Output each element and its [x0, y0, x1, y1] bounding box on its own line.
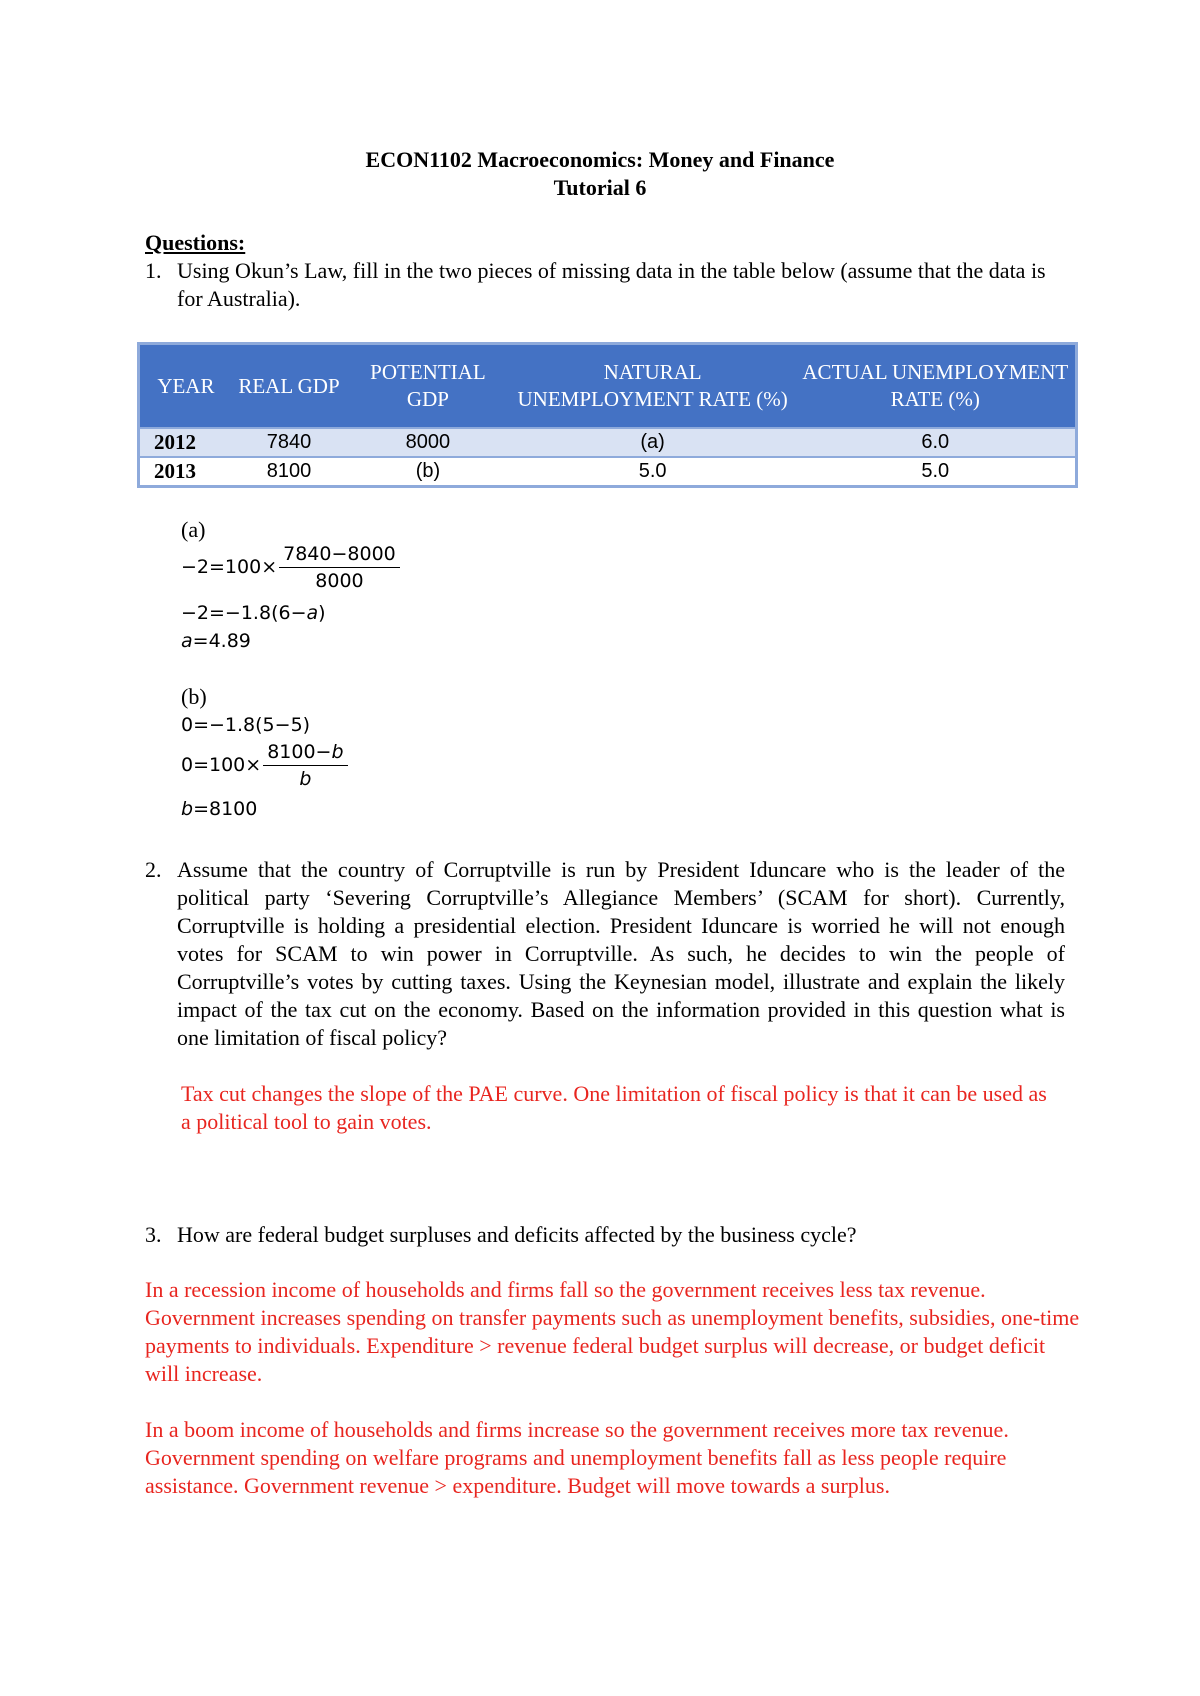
table-cell: (b) [346, 457, 510, 487]
fraction-numerator [263, 739, 347, 766]
table-header-cell: REAL GDP [232, 344, 346, 429]
question-3-number: 3. [145, 1222, 162, 1247]
question-1-text: Using Okun’s Law, fill in the two pieces of missing data in the table below (assume that the data is for Australia). [177, 258, 1046, 311]
question-1-number: 1. [145, 258, 162, 283]
table-cell: 8100 [232, 457, 346, 487]
question-2-number: 2. [145, 857, 162, 882]
equation-lhs: 0=100× [181, 754, 262, 776]
question-3-text: How are federal budget surpluses and deficits affected by the business cycle? [177, 1222, 857, 1247]
numerator-text: 8100− [267, 741, 332, 763]
table-cell: (a) [510, 428, 796, 457]
table-cell: 5.0 [510, 457, 796, 487]
equation-variable: b [181, 798, 194, 820]
equation-lhs: −2=100× [181, 556, 278, 578]
questions-heading: Questions: [145, 230, 246, 255]
question-3 [145, 1221, 1065, 1249]
table-header-cell: ACTUAL UNEMPLOYMENT RATE (%) [796, 344, 1077, 429]
equation-variable: a [181, 630, 193, 652]
question-3-answer-recession: In a recession income of households and firms fall so the government receives less tax revenue. Government increases spending on transfer payments such as unemployment benefits, subsidies, one-time payments to individuals. Expenditure > revenue federal budget surplus will decrease, or budget deficit will increase. [145, 1277, 1080, 1386]
table-cell: 7840 [232, 428, 346, 457]
question-2-text: Assume that the country of Corruptville is run by President Iduncare who is the leader of the political party ‘Severing Corruptville’s Allegiance Members’ (SCAM for short). Currently, Corruptville is holding a presidential election. President Iduncare is worried he will not enough votes for SCAM to win power in Corruptville. As such, he decides to win the people of Corruptville’s votes by cutting taxes. Using the Keynesian model, illustrate and explain the likely impact of the tax cut on the economy. Based on the information provided in this question what is one limitation of fiscal policy? [177, 857, 1065, 1050]
equation-variable: b [331, 741, 344, 763]
fraction-numerator: 7840−8000 [279, 541, 400, 568]
table-row [139, 428, 1077, 457]
equation-text: =8100 [193, 798, 258, 820]
question-2-answer: Tax cut changes the slope of the PAE curve. One limitation of fiscal policy is that it can be used as a political tool to gain votes. [181, 1081, 1047, 1134]
answer-b-equation-1: 0=−1.8(5−5) [181, 714, 311, 736]
table-header-cell: NATURAL UNEMPLOYMENT RATE (%) [510, 344, 796, 429]
table-header-row [139, 344, 1077, 429]
equation-text: =4.89 [192, 630, 251, 652]
table-header-cell: YEAR [139, 344, 232, 429]
equation-text: −2=−1.8(6− [181, 602, 307, 624]
equation-variable: a [306, 602, 319, 624]
answer-a-equation-1 [181, 541, 402, 594]
okun-data-table [137, 342, 1078, 488]
table-cell: 5.0 [796, 457, 1077, 487]
fraction-denominator: 8000 [315, 570, 364, 592]
table-cell: 2012 [139, 428, 232, 457]
table-header-cell: POTENTIAL GDP [346, 344, 510, 429]
answer-b-result [181, 795, 257, 823]
fraction [279, 541, 400, 594]
fraction [263, 739, 347, 792]
question-1 [145, 257, 1065, 313]
answer-b-label: (b) [181, 684, 207, 709]
equation-text: ) [318, 602, 326, 624]
document-subtitle: Tutorial 6 [553, 175, 647, 200]
answer-b-equation-2 [181, 739, 350, 792]
document-title: ECON1102 Macroeconomics: Money and Finance [365, 147, 835, 172]
answer-a-equation-2 [181, 599, 326, 627]
table-cell: 6.0 [796, 428, 1077, 457]
table-cell: 2013 [139, 457, 232, 487]
answer-a-label: (a) [181, 517, 206, 542]
question-3-answer-boom: In a boom income of households and firms increase so the government receives more tax revenue. Government spending on welfare programs and unemployment benefits fall as less people require assistance. Government revenue > expenditure. Budget will move towards a surplus. [145, 1417, 1009, 1498]
table-cell: 8000 [346, 428, 510, 457]
answer-a-result [181, 627, 251, 655]
table-row [139, 457, 1077, 487]
fraction-denominator: b [299, 768, 312, 790]
question-2 [145, 856, 1065, 1052]
